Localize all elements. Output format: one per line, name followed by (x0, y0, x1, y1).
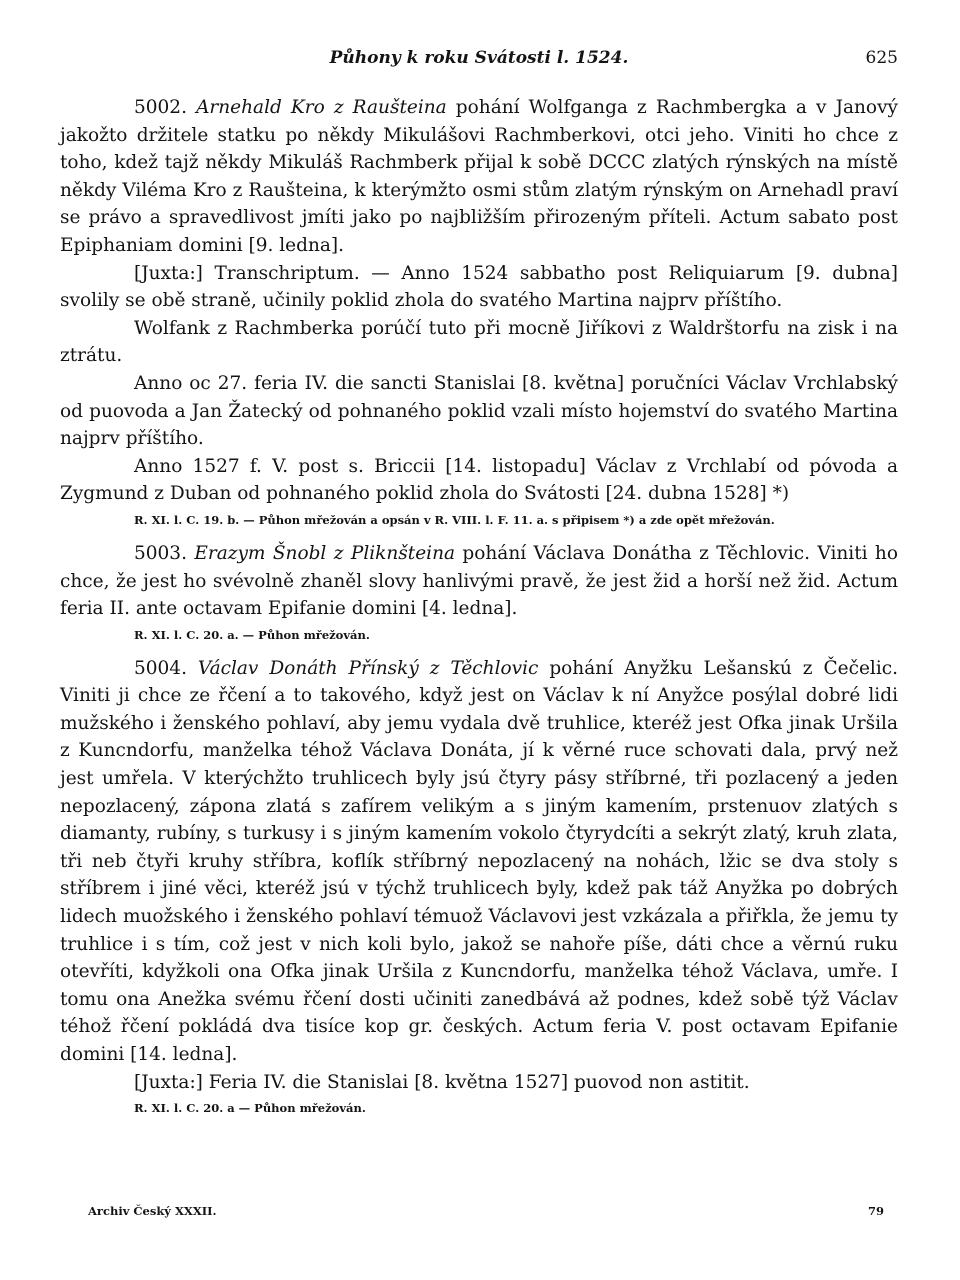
entry-paragraph (60, 655, 898, 1069)
entry-plaintiff: Václav Donáth Přínský z Těchlovic (197, 657, 539, 679)
entry-plaintiff: Arnehald Kro z Raušteina (196, 97, 447, 118)
entry-text: pohání Václava Donátha z Těchlovic. Viniti ho chce, že jest ho svévolně zhaněl slovy hanlivými pravě, že jest žid a horší než žid. Actum feria II. ante octavam Epifanie domini [4. ledna]. (60, 542, 898, 620)
entry-paragraph: Anno oc 27. feria IV. die sancti Stanislai [8. května] poručníci Václav Vrchlabský od puovoda a Jan Žatecký od pohnaného poklid vzali místo hojemství do svatého Martina najprv příštího. (60, 372, 898, 450)
archival-note: R. XI. l. C. 20. a. — Půhon mřežován. (134, 627, 370, 642)
entry-text: pohání Anyžku Lešanskú z Čečelic. Viniti ji chce ze řčení a to takového, když jest on Václav k ní Anyžce posýlal dobré lidi mužského i ženského pohlaví, aby jemu vydala dvě truhlice, kteréž jest Ofka jinak Uršila z Kuncndorfu, manželka téhož Václava Donáta, jí k věrné ruce schovati dala, prvý než jest umřela. V kterýchžto truhlicech byly jsú čtyry pásy stříbrné, tři pozlacený a jeden nepozlacený, zápona zlatá s zafírem velikým a s jiným kamením, prstenuov zlatých s diamanty, rubíny, s turkusy i s jiným kamením vokolo čtyrydcíti a sekrýt zlatý, kruh zlata, tři neb čtyři kruhy stříbra, koflík stříbrný nepozlacený na nohách, lžic se dva stoly s stříbrem i jiné věci, kteréž jsú v týchž truhlicech byly, kdež pak táž Anyžka po dobrých lidech muožského i ženského pohlaví témuož Václavovi jest vzkázala a přiřkla, že jemu ty truhlice i s tím, což jest v nich koli bylo, jakož se nahoře píše, dáti chce a věrnú ruku otevříti, kdyžkoli ona Ofka jinak Uršila z Kuncndorfu, manželka téhož Václava, umře. I tomu ona Anežka svému řčení dosti učiniti zanedbává až podnes, kdež sobě týž Václav téhož řčení pokládá dva tisíce kop gr. českých. Actum feria V. post octavam Epifanie domini [14. ledna]. (60, 657, 898, 1065)
entry-paragraph: [Juxta:] Feria IV. die Stanislai [8. května 1527] puovod non astitit. (134, 1071, 750, 1093)
entry-paragraph: Anno 1527 f. V. post s. Briccii [14. listopadu] Václav z Vrchlabí od póvoda a Zygmund z Duban od pohnaného poklid zhola do Svátosti [24. dubna 1528] *) (60, 455, 898, 505)
entry-plaintiff: Erazym Šnobl z Pliknšteina (194, 542, 456, 564)
entry-paragraph: [Juxta:] Transchriptum. — Anno 1524 sabbatho post Reliquiarum [9. dubna] svolily se obě straně, učinily poklid zhola do svatého Martina najprv příštího. (60, 262, 898, 312)
entry-paragraph (60, 540, 898, 623)
entry-5004 (60, 655, 898, 1119)
entry-paragraph (60, 94, 898, 260)
running-header (60, 48, 898, 72)
entry-5002 (60, 94, 898, 530)
header-title: Půhony k roku Svátosti l. 1524. (329, 48, 629, 68)
page-number: 625 (865, 48, 898, 68)
entry-number: 5003. (134, 542, 187, 564)
document-body (60, 94, 898, 1122)
entry-text: pohání Wolfganga z Rachmbergka a v Janový jakožto držitele statku po někdy Mikulášovi Rachmberkovi, otci jeho. Viniti ho chce z toho, kdež tajž někdy Mikuláš Rachmberk přijal k sobě DCCC zlatých rýnských na místě někdy Viléma Kro z Raušteina, k kterýmžto osmi stům zlatým rýnským on Arnehadl praví se právo a spravedlivost jmíti jako po najbližším přirozeným příteli. Actum sabato post Epiphaniam domini [9. ledna]. (60, 97, 898, 256)
entry-number: 5004. (134, 657, 187, 679)
archival-note: R. XI. l. C. 19. b. — Půhon mřežován a opsán v R. VIII. l. F. 11. a. s připisem *) a zde opět mřežován. (134, 512, 775, 527)
footer-series: Archiv Český XXXII. (88, 1204, 217, 1218)
entry-number: 5002. (134, 97, 187, 118)
footer-signature: 79 (867, 1204, 884, 1218)
entry-5003 (60, 540, 898, 645)
archival-note: R. XI. l. C. 20. a — Půhon mřežován. (134, 1101, 366, 1116)
page-footer (88, 1204, 898, 1222)
entry-paragraph: Wolfank z Rachmberka porúčí tuto při mocně Jiříkovi z Waldrštorfu na zisk i na ztrátu. (60, 317, 898, 367)
